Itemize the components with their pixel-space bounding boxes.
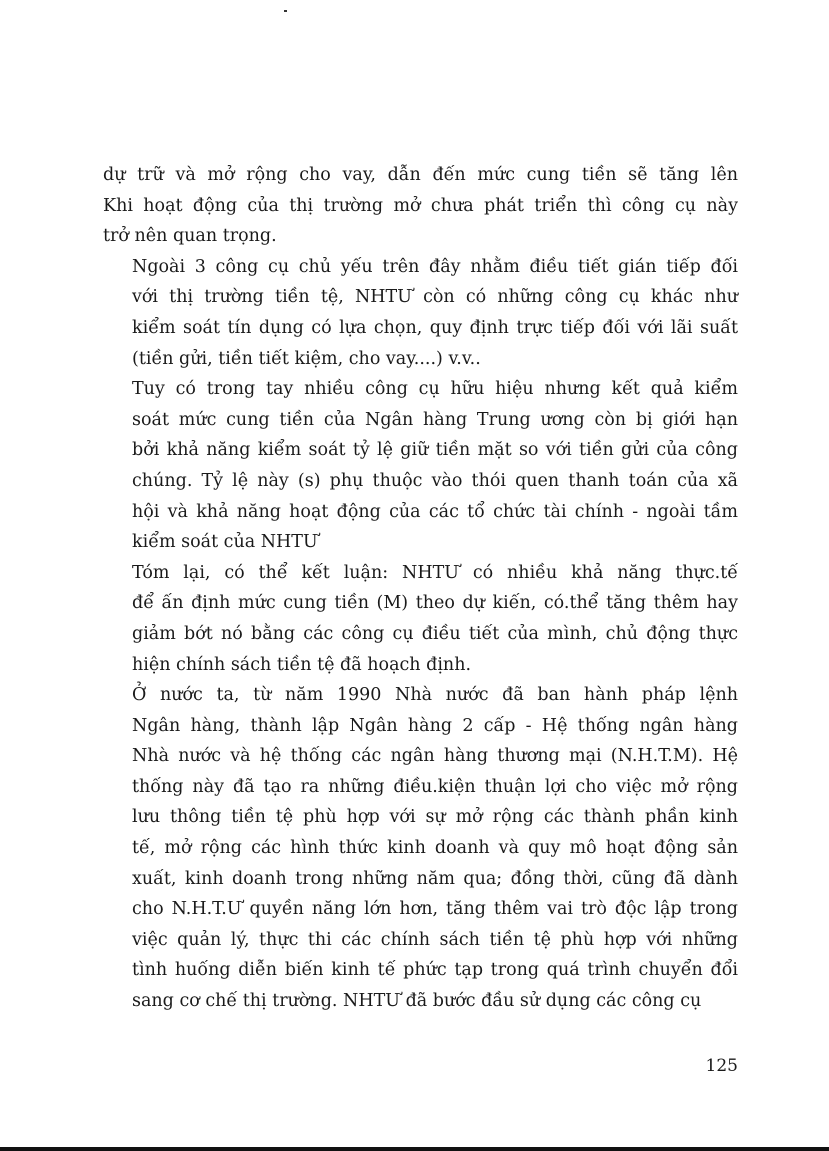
text-line: tình huống diễn biến kinh tế phức tạp trong quá trình chuyển đổi (132, 960, 738, 981)
text-line: Tóm lại, có thể kết luận: NHTƯ có nhiều khả năng thực.tế (132, 562, 738, 583)
text-line: Ở nước ta, từ năm 1990 Nhà nước đã ban hành pháp lệnh (132, 685, 738, 706)
text-line: để ấn định mức cung tiền (M) theo dự kiến, có.thể tăng thêm hay (132, 593, 738, 614)
paragraph (103, 374, 738, 558)
text-line: giảm bớt nó bằng các công cụ điều tiết của mình, chủ động thực (132, 623, 738, 644)
text-line: kiểm soát của NHTƯ (132, 532, 318, 553)
text-line: lưu thông tiền tệ phù hợp với sự mở rộng các thành phần kinh (132, 807, 738, 828)
paragraph (103, 252, 738, 374)
paragraph (103, 160, 738, 252)
paragraph (103, 680, 738, 1017)
text-line: bởi khả năng kiểm soát tỷ lệ giữ tiền mặt so với tiền gửi của công (132, 440, 738, 461)
text-line: Nhà nước và hệ thống các ngân hàng thương mại (N.H.T.M). Hệ (132, 746, 738, 767)
text-line: Ngoài 3 công cụ chủ yếu trên đây nhằm điều tiết gián tiếp đối (132, 256, 738, 277)
text-line: Tuy có trong tay nhiều công cụ hữu hiệu nhưng kết quả kiểm (132, 379, 738, 400)
text-line: (tiền gửi, tiền tiết kiệm, cho vay....) v.v.. (132, 348, 481, 369)
text-line: hiện chính sách tiền tệ đã hoạch định. (132, 654, 472, 675)
text-line: cho N.H.T.Ư quyền năng lớn hơn, tăng thêm vai trò độc lập trong (132, 899, 738, 920)
text-line: trở nên quan trọng. (103, 226, 277, 247)
text-line: thống này đã tạo ra những điều.kiện thuận lợi cho việc mở rộng (132, 776, 738, 797)
text-line: việc quản lý, thực thi các chính sách tiền tệ phù hợp với những (132, 929, 738, 950)
text-line: Khi hoạt động của thị trường mở chưa phát triển thì công cụ này (103, 195, 738, 216)
text-line: dự trữ và mở rộng cho vay, dẫn đến mức cung tiền sẽ tăng lên (103, 165, 738, 185)
text-line: Ngân hàng, thành lập Ngân hàng 2 cấp - Hệ thống ngân hàng (132, 715, 738, 736)
scan-speck (284, 10, 287, 12)
body-text (103, 160, 738, 1017)
bottom-scan-edge (0, 1147, 829, 1151)
text-line: soát mức cung tiền của Ngân hàng Trung ương còn bị giới hạn (132, 409, 738, 430)
paragraph (103, 558, 738, 680)
page-number: 125 (705, 1056, 738, 1076)
text-line: sang cơ chế thị trường. NHTƯ đã bước đầu sử dụng các công cụ (132, 991, 702, 1012)
text-line: với thị trường tiền tệ, NHTƯ còn có những công cụ khác như (132, 287, 738, 308)
text-line: xuất, kinh doanh trong những năm qua; đồng thời, cũng đã dành (132, 868, 738, 889)
text-line: chúng. Tỷ lệ này (s) phụ thuộc vào thói quen thanh toán của xã (132, 470, 738, 491)
text-line: tế, mở rộng các hình thức kinh doanh và quy mô hoạt động sản (132, 838, 738, 859)
text-line: kiểm soát tín dụng có lựa chọn, quy định trực tiếp đối với lãi suất (132, 317, 738, 338)
text-line: hội và khả năng hoạt động của các tổ chức tài chính - ngoài tầm (132, 501, 738, 522)
